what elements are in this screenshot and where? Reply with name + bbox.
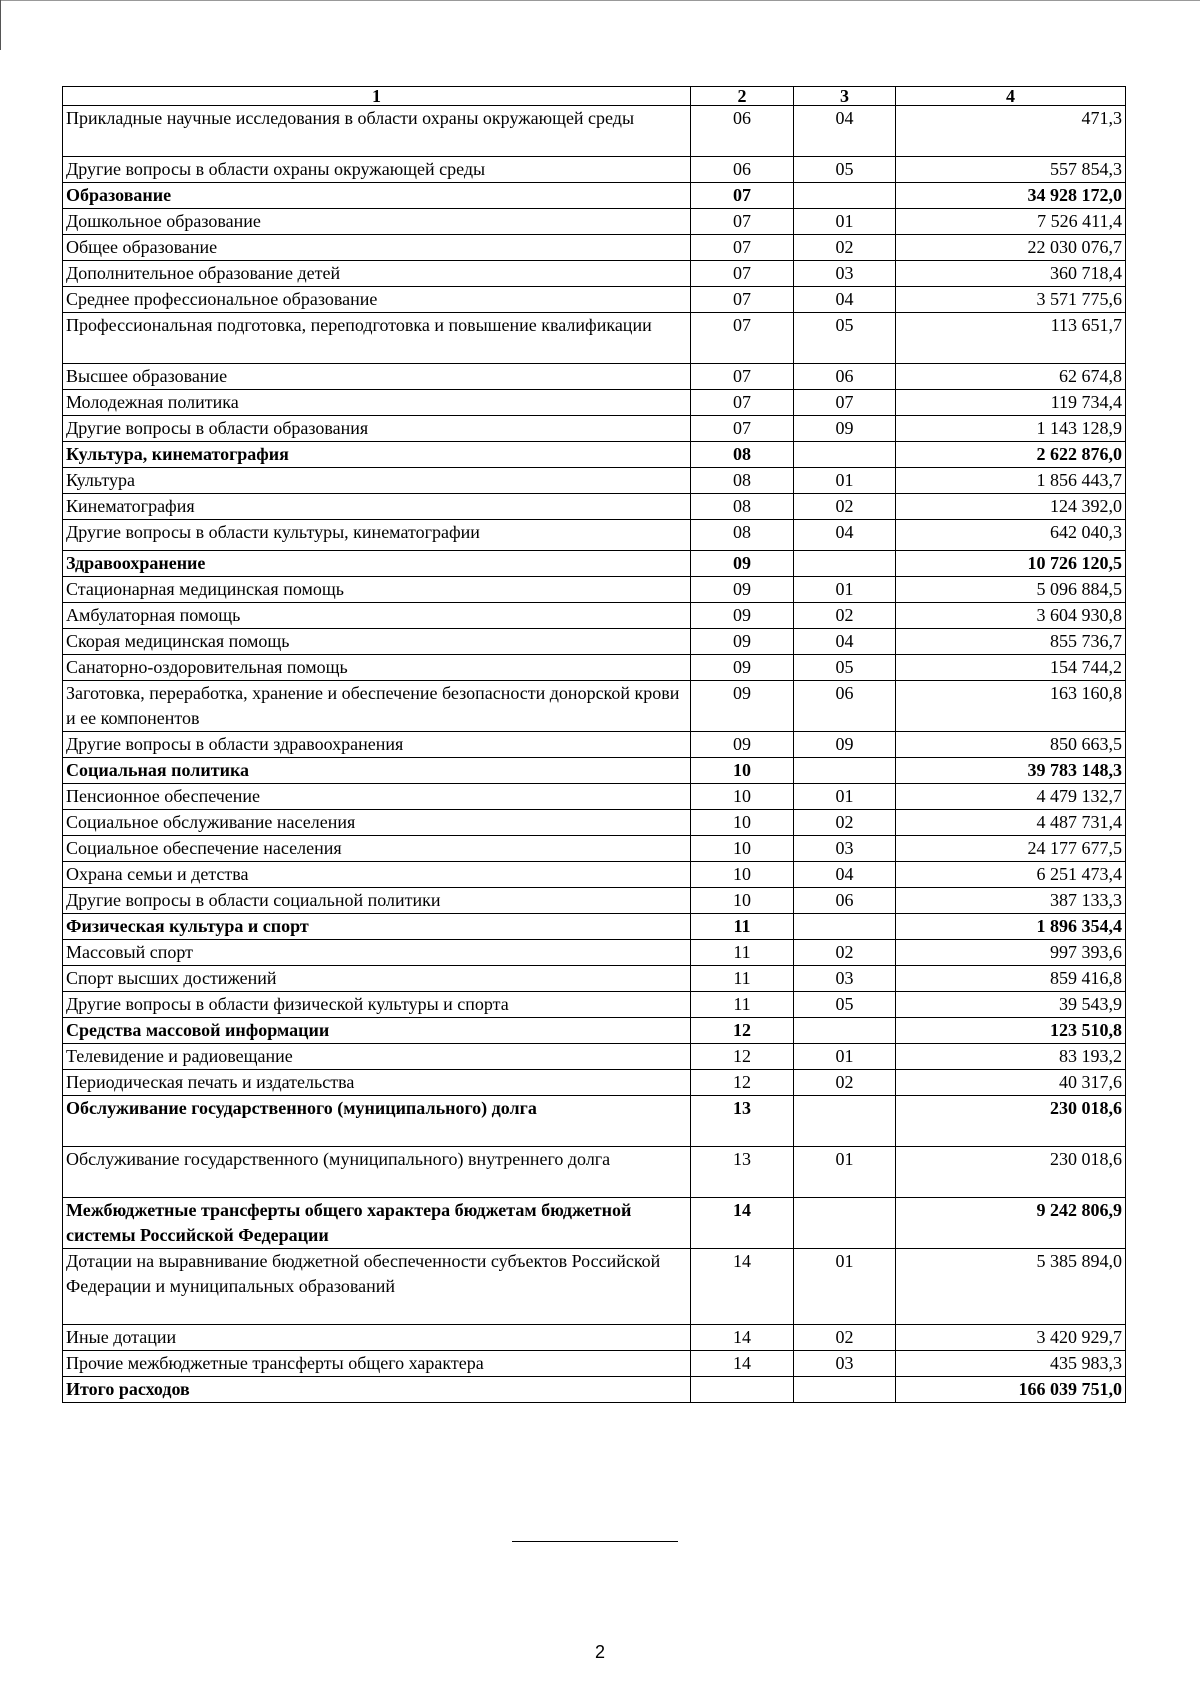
row-name-cell: Другие вопросы в области социальной политики [63,888,691,914]
row-name-cell: Среднее профессиональное образование [63,287,691,313]
row-amount-cell: 471,3 [896,106,1126,157]
row-section-code-cell: 12 [691,1018,794,1044]
row-amount-cell: 163 160,8 [896,681,1126,732]
row-amount-cell: 5 385 894,0 [896,1249,1126,1325]
row-name-cell: Обслуживание государственного (муниципального) долга [63,1096,691,1147]
row-name-cell: Средства массовой информации [63,1018,691,1044]
row-subsection-code-cell: 05 [794,992,896,1018]
row-subsection-code-cell: 02 [794,603,896,629]
table-row [63,888,1126,914]
table-row [63,416,1126,442]
row-subsection-code-cell: 04 [794,862,896,888]
row-subsection-code-cell: 02 [794,235,896,261]
row-name-cell: Другие вопросы в области здравоохранения [63,732,691,758]
row-amount-cell: 39 783 148,3 [896,758,1126,784]
row-amount-cell: 113 651,7 [896,313,1126,364]
header-col-4: 4 [896,87,1126,106]
row-subsection-code-cell: 09 [794,416,896,442]
row-name-cell: Дополнительное образование детей [63,261,691,287]
row-section-code-cell: 09 [691,629,794,655]
row-name-cell: Социальное обеспечение населения [63,836,691,862]
row-name-cell: Образование [63,183,691,209]
row-section-code-cell: 07 [691,183,794,209]
row-subsection-code-cell: 01 [794,1249,896,1325]
row-section-code-cell: 09 [691,732,794,758]
row-name-cell: Итого расходов [63,1377,691,1403]
row-name-cell: Массовый спорт [63,940,691,966]
row-name-cell: Другие вопросы в области охраны окружающей среды [63,157,691,183]
header-col-2: 2 [691,87,794,106]
row-subsection-code-cell [794,1198,896,1249]
row-subsection-code-cell: 06 [794,681,896,732]
row-section-code-cell: 10 [691,888,794,914]
table-row [63,966,1126,992]
row-section-code-cell: 13 [691,1147,794,1198]
row-name-cell: Амбулаторная помощь [63,603,691,629]
row-section-code-cell: 06 [691,106,794,157]
row-section-code-cell: 09 [691,603,794,629]
row-section-code-cell: 12 [691,1044,794,1070]
row-amount-cell: 2 622 876,0 [896,442,1126,468]
expenditure-table [62,86,1126,1403]
table-row [63,732,1126,758]
header-col-1: 1 [63,87,691,106]
row-subsection-code-cell: 06 [794,364,896,390]
row-name-cell: Другие вопросы в области культуры, кинематографии [63,520,691,551]
row-name-cell: Социальное обслуживание населения [63,810,691,836]
row-amount-cell: 119 734,4 [896,390,1126,416]
row-subsection-code-cell: 06 [794,888,896,914]
table-row [63,287,1126,313]
row-section-code-cell: 14 [691,1351,794,1377]
row-name-cell: Молодежная политика [63,390,691,416]
row-name-cell: Другие вопросы в области физической культуры и спорта [63,992,691,1018]
table-section-row [63,1018,1126,1044]
table-row [63,1147,1126,1198]
table-row [63,603,1126,629]
row-subsection-code-cell: 02 [794,940,896,966]
row-name-cell: Дошкольное образование [63,209,691,235]
table-row [63,810,1126,836]
row-amount-cell: 435 983,3 [896,1351,1126,1377]
row-name-cell: Дотации на выравнивание бюджетной обеспеченности субъектов Российской Федерации и муниципальных образований [63,1249,691,1325]
row-name-cell: Общее образование [63,235,691,261]
table-row [63,364,1126,390]
row-subsection-code-cell: 02 [794,1070,896,1096]
row-amount-cell: 850 663,5 [896,732,1126,758]
row-subsection-code-cell: 05 [794,655,896,681]
table-section-row [63,758,1126,784]
table-row [63,992,1126,1018]
row-subsection-code-cell: 01 [794,1147,896,1198]
row-name-cell: Прочие межбюджетные трансферты общего характера [63,1351,691,1377]
table-row [63,157,1126,183]
row-section-code-cell: 10 [691,784,794,810]
row-section-code-cell: 08 [691,468,794,494]
row-subsection-code-cell: 02 [794,810,896,836]
row-section-code-cell: 06 [691,157,794,183]
row-name-cell: Профессиональная подготовка, переподготовка и повышение квалификации [63,313,691,364]
row-subsection-code-cell: 01 [794,784,896,810]
row-section-code-cell: 07 [691,313,794,364]
row-amount-cell: 3 571 775,6 [896,287,1126,313]
table-section-row [63,1377,1126,1403]
table-row [63,1325,1126,1351]
table-body [63,106,1126,1403]
row-subsection-code-cell: 05 [794,313,896,364]
row-subsection-code-cell: 02 [794,1325,896,1351]
row-subsection-code-cell: 04 [794,287,896,313]
row-section-code-cell: 13 [691,1096,794,1147]
row-subsection-code-cell: 04 [794,106,896,157]
table-row [63,520,1126,551]
table-row [63,940,1126,966]
row-amount-cell: 6 251 473,4 [896,862,1126,888]
row-amount-cell: 154 744,2 [896,655,1126,681]
row-subsection-code-cell: 01 [794,468,896,494]
row-amount-cell: 360 718,4 [896,261,1126,287]
row-section-code-cell: 07 [691,209,794,235]
row-name-cell: Прикладные научные исследования в области охраны окружающей среды [63,106,691,157]
row-subsection-code-cell [794,442,896,468]
table-row [63,862,1126,888]
table-section-row [63,1198,1126,1249]
row-name-cell: Другие вопросы в области образования [63,416,691,442]
row-section-code-cell: 11 [691,914,794,940]
footer-divider [512,1541,678,1542]
row-section-code-cell: 10 [691,862,794,888]
row-amount-cell: 5 096 884,5 [896,577,1126,603]
row-section-code-cell: 07 [691,390,794,416]
table-row [63,235,1126,261]
row-amount-cell: 859 416,8 [896,966,1126,992]
table-row [63,313,1126,364]
row-amount-cell: 9 242 806,9 [896,1198,1126,1249]
table-row [63,261,1126,287]
row-section-code-cell: 09 [691,551,794,577]
row-amount-cell: 3 604 930,8 [896,603,1126,629]
row-subsection-code-cell: 03 [794,1351,896,1377]
row-subsection-code-cell: 04 [794,520,896,551]
row-name-cell: Телевидение и радиовещание [63,1044,691,1070]
row-section-code-cell: 10 [691,810,794,836]
row-amount-cell: 39 543,9 [896,992,1126,1018]
row-section-code-cell: 14 [691,1325,794,1351]
page-number: 2 [594,1642,605,1662]
table-row [63,494,1126,520]
row-amount-cell: 123 510,8 [896,1018,1126,1044]
row-amount-cell: 230 018,6 [896,1147,1126,1198]
row-section-code-cell: 10 [691,836,794,862]
row-amount-cell: 24 177 677,5 [896,836,1126,862]
table-row [63,836,1126,862]
row-subsection-code-cell: 04 [794,629,896,655]
row-amount-cell: 40 317,6 [896,1070,1126,1096]
table-row [63,390,1126,416]
row-subsection-code-cell [794,183,896,209]
row-amount-cell: 7 526 411,4 [896,209,1126,235]
row-section-code-cell: 07 [691,287,794,313]
row-subsection-code-cell: 09 [794,732,896,758]
row-subsection-code-cell: 02 [794,494,896,520]
row-amount-cell: 34 928 172,0 [896,183,1126,209]
row-subsection-code-cell: 01 [794,577,896,603]
row-amount-cell: 83 193,2 [896,1044,1126,1070]
row-section-code-cell: 07 [691,235,794,261]
row-amount-cell: 642 040,3 [896,520,1126,551]
row-name-cell: Кинематография [63,494,691,520]
row-name-cell: Скорая медицинская помощь [63,629,691,655]
row-section-code-cell: 07 [691,416,794,442]
row-amount-cell: 1 896 354,4 [896,914,1126,940]
row-amount-cell: 387 133,3 [896,888,1126,914]
row-name-cell: Культура, кинематография [63,442,691,468]
row-name-cell: Стационарная медицинская помощь [63,577,691,603]
row-section-code-cell: 08 [691,442,794,468]
row-name-cell: Межбюджетные трансферты общего характера бюджетам бюджетной системы Российской Федерации [63,1198,691,1249]
table-row [63,106,1126,157]
row-section-code-cell: 09 [691,655,794,681]
row-section-code-cell: 11 [691,966,794,992]
row-amount-cell: 4 479 132,7 [896,784,1126,810]
table-row [63,577,1126,603]
row-amount-cell: 1 143 128,9 [896,416,1126,442]
row-subsection-code-cell: 01 [794,1044,896,1070]
row-name-cell: Охрана семьи и детства [63,862,691,888]
row-section-code-cell: 11 [691,992,794,1018]
row-subsection-code-cell [794,1377,896,1403]
table-row [63,1351,1126,1377]
table-row [63,629,1126,655]
row-subsection-code-cell [794,914,896,940]
row-name-cell: Иные дотации [63,1325,691,1351]
row-section-code-cell: 09 [691,681,794,732]
table-section-row [63,442,1126,468]
table-row [63,1070,1126,1096]
row-section-code-cell: 14 [691,1198,794,1249]
table-section-row [63,551,1126,577]
row-section-code-cell [691,1377,794,1403]
row-name-cell: Высшее образование [63,364,691,390]
row-amount-cell: 166 039 751,0 [896,1377,1126,1403]
row-section-code-cell: 08 [691,520,794,551]
row-subsection-code-cell: 05 [794,157,896,183]
row-amount-cell: 230 018,6 [896,1096,1126,1147]
row-name-cell: Санаторно-оздоровительная помощь [63,655,691,681]
row-name-cell: Культура [63,468,691,494]
row-subsection-code-cell: 03 [794,836,896,862]
row-section-code-cell: 07 [691,261,794,287]
scan-edge-left [0,0,1,50]
row-amount-cell: 10 726 120,5 [896,551,1126,577]
row-amount-cell: 4 487 731,4 [896,810,1126,836]
row-amount-cell: 22 030 076,7 [896,235,1126,261]
table-row [63,655,1126,681]
row-name-cell: Обслуживание государственного (муниципального) внутреннего долга [63,1147,691,1198]
row-amount-cell: 557 854,3 [896,157,1126,183]
row-section-code-cell: 14 [691,1249,794,1325]
row-subsection-code-cell: 03 [794,261,896,287]
row-name-cell: Социальная политика [63,758,691,784]
row-name-cell: Пенсионное обеспечение [63,784,691,810]
row-section-code-cell: 09 [691,577,794,603]
row-amount-cell: 124 392,0 [896,494,1126,520]
row-section-code-cell: 12 [691,1070,794,1096]
row-name-cell: Здравоохранение [63,551,691,577]
row-subsection-code-cell [794,1018,896,1044]
table-row [63,209,1126,235]
table-section-row [63,1096,1126,1147]
row-subsection-code-cell: 03 [794,966,896,992]
row-subsection-code-cell: 07 [794,390,896,416]
row-name-cell: Физическая культура и спорт [63,914,691,940]
row-amount-cell: 1 856 443,7 [896,468,1126,494]
row-section-code-cell: 11 [691,940,794,966]
table-section-row [63,183,1126,209]
table-row [63,1249,1126,1325]
row-section-code-cell: 07 [691,364,794,390]
row-amount-cell: 855 736,7 [896,629,1126,655]
row-name-cell: Спорт высших достижений [63,966,691,992]
row-subsection-code-cell: 01 [794,209,896,235]
table-row [63,681,1126,732]
table-section-row [63,914,1126,940]
row-amount-cell: 3 420 929,7 [896,1325,1126,1351]
row-name-cell: Заготовка, переработка, хранение и обеспечение безопасности донорской крови и ее компонентов [63,681,691,732]
row-amount-cell: 997 393,6 [896,940,1126,966]
table-row [63,1044,1126,1070]
scan-edge-top [0,0,1200,7]
row-subsection-code-cell [794,551,896,577]
row-section-code-cell: 08 [691,494,794,520]
row-section-code-cell: 10 [691,758,794,784]
header-col-3: 3 [794,87,896,106]
row-subsection-code-cell [794,1096,896,1147]
table-header-row [63,87,1126,106]
row-subsection-code-cell [794,758,896,784]
row-name-cell: Периодическая печать и издательства [63,1070,691,1096]
row-amount-cell: 62 674,8 [896,364,1126,390]
table-row [63,784,1126,810]
table-row [63,468,1126,494]
